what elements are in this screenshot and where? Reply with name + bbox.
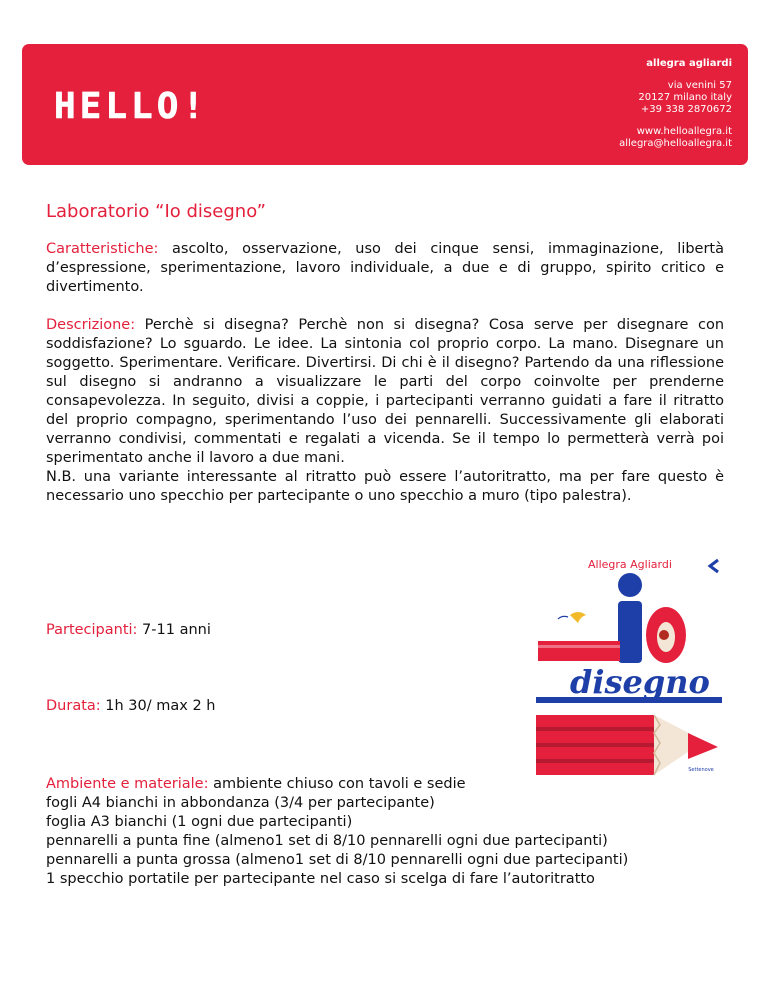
svg-text:Settenove: Settenove [688, 767, 714, 773]
caratteristiche-label: Caratteristiche: [46, 241, 159, 257]
bird-icon [570, 612, 586, 623]
list-item: 1 specchio portatile per partecipante nel caso si scelga di fare l’autoritratto [46, 871, 595, 887]
email-link[interactable]: allegra@helloallegra.it [619, 138, 732, 149]
descrizione-label: Descrizione: [46, 317, 136, 333]
hello-logo [52, 74, 222, 134]
partecipanti-label: Partecipanti: [46, 622, 138, 638]
list-item: pennarelli a punta grossa (almeno1 set di 8/10 pennarelli ogni due partecipanti) [46, 852, 629, 868]
ambiente-label: Ambiente e materiale: [46, 776, 209, 792]
durata-value: 1h 30/ max 2 h [105, 698, 216, 714]
ambiente-section [46, 775, 466, 794]
svg-text:HELLO!: HELLO! [54, 86, 209, 127]
contact-address: via venini 57 20127 milano italy +39 338 2870672 [638, 80, 732, 115]
website-link[interactable]: www.helloallegra.it [636, 126, 732, 137]
list-item: pennarelli a punta fine (almeno1 set di 8/10 pennarelli ogni due partecipanti) [46, 833, 608, 849]
partecipanti-value: 7-11 anni [142, 622, 211, 638]
caratteristiche-text: ascolto, osservazione, uso dei cinque sensi, immaginazione, libertà d’espressione, sperimentazione, lavoro individuale, a due e di gruppo, spirito critico e divertimento. [46, 241, 725, 295]
page-title: Laboratorio “Io disegno” [46, 201, 266, 222]
book-author: Allegra Agliardi [588, 558, 672, 571]
durata-section [46, 697, 215, 716]
descrizione-note: N.B. una variante interessante al ritratto può essere l’autoritratto, ma per fare questo è necessario uno specchio per partecipante o uno specchio a muro (tipo palestra). [46, 469, 724, 504]
ambiente-value: ambiente chiuso con tavoli e sedie [213, 776, 466, 792]
contact-web [619, 126, 732, 150]
list-item: foglia A3 bianchi (1 ogni due partecipanti) [46, 814, 353, 830]
materials-list [46, 794, 628, 889]
chevron-left-icon [710, 560, 718, 572]
contact-name: allegra agliardi [646, 58, 732, 69]
svg-text:disegno: disegno [570, 663, 710, 701]
list-item: fogli A4 bianchi in abbondanza (3/4 per partecipante) [46, 795, 435, 811]
durata-label: Durata: [46, 698, 101, 714]
book-cover-image [528, 555, 728, 780]
caratteristiche-section [46, 240, 724, 297]
descrizione-text: Perchè si disegna? Perchè non si disegna? Cosa serve per disegnare con soddisfazione? Lo sguardo. Le idee. La sintonia col proprio corpo. La mano. Disegnare un soggetto. Sperimentare. Verificare. Divertirsi. Di chi è il disegno? Partendo da una riflessione sul disegno si andranno a visualizzare le parti del corpo coinvolte per prenderne consapevolezza. In seguito, divisi a coppie, i partecipanti verranno guidati a fare il ritratto del proprio compagno, sperimentando l’uso dei pennarelli. Successivamente gli elaborati verranno condivisi, commentati e regalati a vicenda. Se il tempo lo permetterà verrà poi sperimentato anche il lavoro a due mani. [46, 317, 725, 466]
partecipanti-section [46, 621, 211, 640]
contact-block [619, 58, 732, 150]
descrizione-section [46, 316, 724, 506]
